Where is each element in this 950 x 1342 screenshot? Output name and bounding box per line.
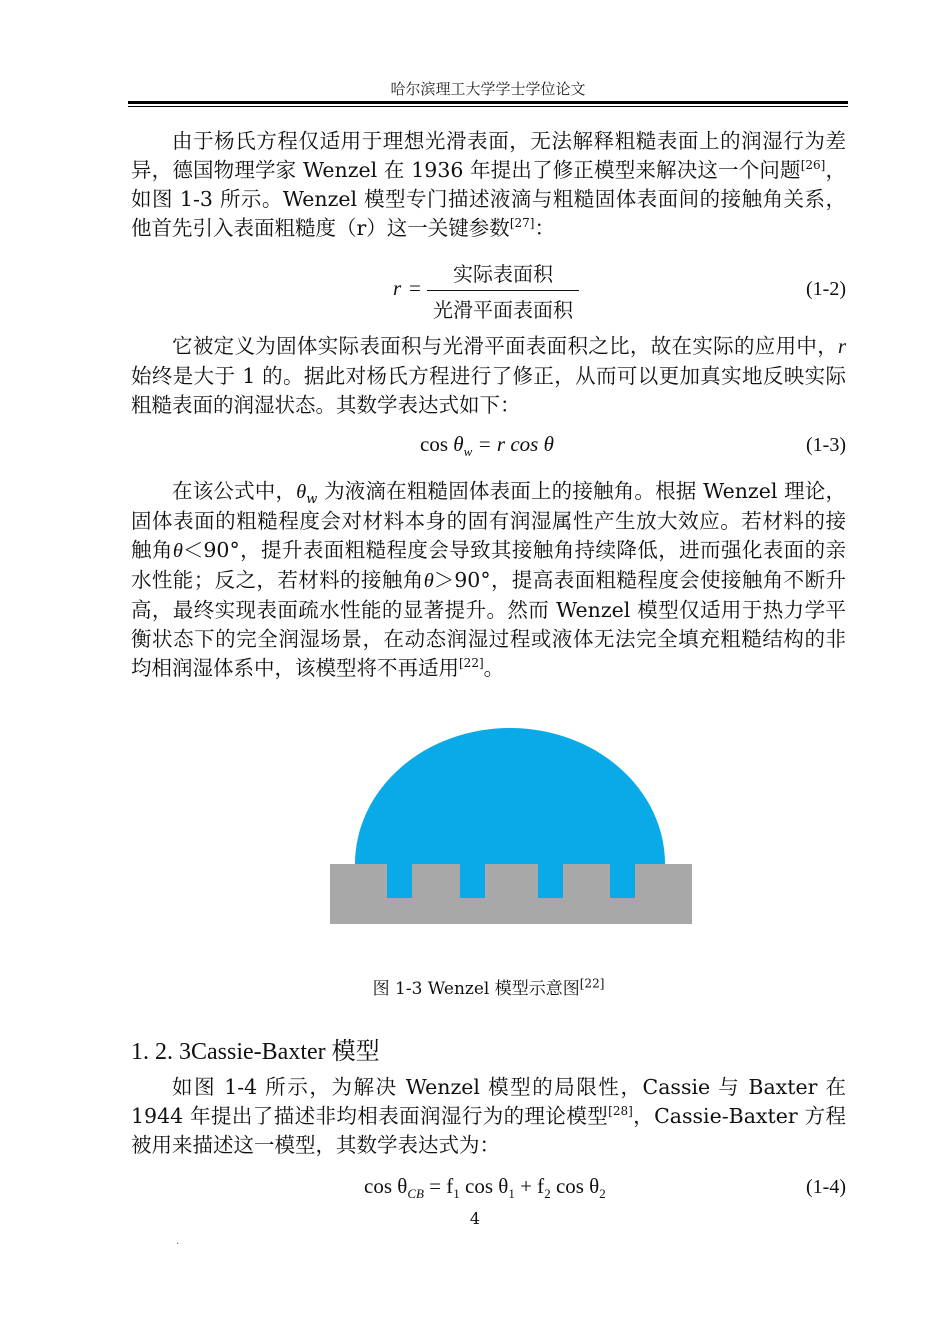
citation-28: [28]	[608, 1104, 633, 1119]
equation-number: (1-3)	[806, 434, 846, 456]
equation-number: (1-2)	[806, 278, 846, 300]
paragraph-roughness-definition: 它被定义为固体实际表面积与光滑平面表面积之比，故在实际的应用中，r 始终是大于 1 的。据此对杨氏方程进行了修正，从而可以更加真实地反映实际粗糙表面的润湿状态。其数学表达式如下：	[131, 334, 846, 417]
page-number: 4	[469, 1209, 481, 1228]
fraction	[427, 258, 579, 323]
citation-26: [26]	[800, 158, 826, 173]
paragraph-cassie-baxter: 如图 1-4 所示，为解决 Wenzel 模型的局限性，Cassie 与 Baxter 在 1944 年提出了描述非均相表面润湿行为的理论模型[28]，Cassie-Baxter 方程被用来描述这一模型，其数学表达式为：	[131, 1075, 846, 1157]
eq3-expression: $\cos \theta_w = r$ cos θ	[420, 432, 554, 460]
eq-equals: =	[409, 276, 421, 300]
section-heading: 1. 2. 3Cassie-Baxter 模型	[131, 1039, 380, 1065]
eq4-expression: $\cos \theta_{CB} = f_1$ $\cos \theta_1 + f_2$ $\cos \theta_2$	[364, 1174, 606, 1202]
figure-caption: 图 1-3 Wenzel 模型示意图[22]	[372, 976, 605, 999]
numerator: 实际表面积	[453, 262, 553, 286]
citation-22: [22]	[579, 976, 605, 991]
paragraph-wenzel-theory: 在该公式中，$\theta_w$ 为液滴在粗糙固体表面上的接触角。根据 Wenzel 理论，固体表面的粗糙程度会对材料本身的固有润湿属性产生放大效应。若材料的接触角θ＜90°，提升表面粗糙程度会导致其接触角持续降低，进而强化表面的亲水性能；反之，若材料的接触角θ＞90°，提高表面粗糙程度会使接触角不断升高，最终实现表面疏水性能的显著提升。然而 Wenzel 模型仅适用于热力学平衡状态下的完全润湿场景，在动态润湿过程或液体无法完全填充粗糙结构的非均相润湿体系中，该模型将不再适用[22]。	[131, 479, 846, 680]
denominator: 光滑平面表面积	[433, 298, 573, 322]
substrate	[330, 864, 692, 924]
equation-1-2	[131, 258, 846, 322]
header-rule-thin	[128, 106, 848, 107]
eq-r: r	[393, 276, 402, 300]
header-rule-thick	[128, 101, 848, 104]
var-r: r	[838, 336, 846, 358]
running-header: 哈尔滨理工大学学士学位论文	[390, 80, 586, 98]
footer-dot: .	[176, 1236, 180, 1247]
citation-27: [27]	[509, 216, 535, 231]
paragraph-wenzel-intro: 由于杨氏方程仅适用于理想光滑表面，无法解释粗糙表面上的润湿行为差异，德国物理学家 Wenzel 在 1936 年提出了修正模型来解决这一个问题[26]，如图 1-3 所示。Wenzel 模型专门描述液滴与粗糙固体表面间的接触角关系，他首先引入表面粗糙度（r）这一关键参数[27]：	[131, 129, 846, 240]
wenzel-model-figure	[330, 728, 692, 926]
citation-22: [22]	[459, 656, 484, 671]
equation-number: (1-4)	[806, 1176, 846, 1198]
fraction-bar	[427, 290, 579, 291]
